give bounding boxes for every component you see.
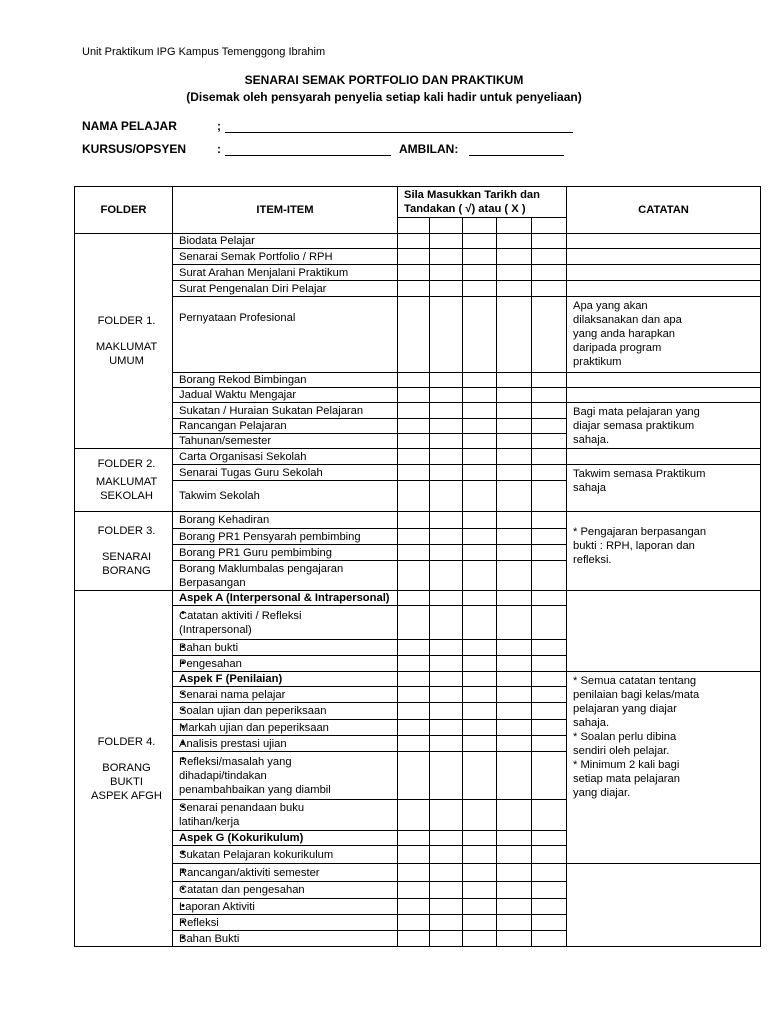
date-header (398, 187, 567, 218)
folder-3-title-1: SENARAI (101, 551, 152, 563)
folder-4-name: FOLDER 4. (97, 735, 156, 748)
list-item: Sukatan / Huraian Sukatan Pelajaran (173, 403, 398, 419)
list-item: • Bahan Bukti (173, 931, 398, 947)
folder-3-name: FOLDER 3. (97, 525, 156, 537)
list-item: Rancangan Pelajaran (173, 419, 398, 434)
list-item: Jadual Waktu Mengajar (173, 388, 398, 403)
page-title: SENARAI SEMAK PORTFOLIO DAN PRAKTIKUM (244, 73, 524, 87)
catatan-header: CATATAN (567, 187, 761, 234)
list-item: • Laporan Aktiviti (173, 899, 398, 915)
date-header-line-1: Sila Masukkan Tarikh dan (404, 189, 540, 201)
note-takwim: Takwim semasa Praktikum sahaja (567, 465, 761, 512)
aspek-g-heading: Aspek G (Kokurikulum) (173, 831, 398, 846)
list-item: Biodata Pelajar (173, 234, 398, 249)
item-header: ITEM-ITEM (173, 187, 398, 234)
list-item: Borang Kehadiran (173, 512, 398, 529)
folder-4-cell (75, 591, 173, 947)
list-item: Borang PR1 Guru pembimbing (173, 545, 398, 561)
list-item: Borang Rekod Bimbingan (173, 373, 398, 388)
list-item: • Sukatan Pelajaran kokurikulum (173, 846, 398, 864)
list-item: Pernyataan Profesional (173, 297, 398, 373)
folder-4-title-1: BORANG (102, 761, 151, 774)
checklist-table (74, 186, 761, 947)
list-item: • Refleksi/masalah yang dihadapi/tindakan penambahbaikan yang diambil (173, 752, 398, 800)
folder-2-title-1: MAKLUMAT (95, 476, 158, 488)
list-item: Borang PR1 Pensyarah pembimbing (173, 529, 398, 545)
note-sukatan: Bagi mata pelajaran yang diajar semasa praktikum sahaja. (567, 403, 761, 449)
list-item: • Refleksi (173, 915, 398, 931)
list-item: • Markah ujian dan peperiksaan (173, 720, 398, 736)
list-item: • Bahan bukti (173, 640, 398, 656)
kursus-separator: : (217, 142, 221, 156)
nama-label: NAMA PELAJAR (82, 119, 177, 133)
page-subtitle: (Disemak oleh pensyarah penyelia setiap kali hadir untuk penyeliaan) (186, 90, 582, 104)
folder-4-title-2: BUKTI (110, 775, 143, 788)
note-pernyataan: Apa yang akan dilaksanakan dan apa yang anda harapkan daripada program praktikum (567, 297, 761, 373)
note-penilaian: * Semua catatan tentang penilaian bagi kelas/mata pelajaran yang diajar sahaja. * Soalan perlu dibina sendiri oleh pelajar. * Minimum 2 kali bagi setiap mata pelajaran yang diajar. (567, 672, 761, 864)
list-item: • Catatan aktiviti / Refleksi (Intrapersonal) (173, 606, 398, 640)
list-item: Surat Arahan Menjalani Praktikum (173, 265, 398, 281)
kursus-label: KURSUS/OPSYEN (82, 142, 187, 156)
list-item: Takwim Sekolah (173, 481, 398, 512)
ambilan-label: AMBILAN: (399, 142, 459, 156)
folder-1-title-2: UMUM (109, 355, 144, 367)
aspek-f-heading: Aspek F (Penilaian) (173, 672, 398, 687)
nama-field[interactable] (225, 132, 573, 133)
note-berpasangan: * Pengajaran berpasangan bukti : RPH, laporan dan refleksi. (567, 512, 761, 591)
kursus-field[interactable] (225, 155, 391, 156)
list-item: Borang Maklumbalas pengajaran Berpasangan (173, 561, 398, 591)
list-item: Tahunan/semester (173, 434, 398, 449)
list-item: • Senarai nama pelajar (173, 687, 398, 703)
list-item: • Analisis prestasi ujian (173, 736, 398, 752)
folder-1-cell (75, 234, 173, 449)
date-header-line-2: Tandakan ( √) atau ( X ) (404, 203, 526, 215)
unit-header: Unit Praktikum IPG Kampus Temenggong Ibrahim (82, 46, 326, 58)
list-item: • Senarai penandaan buku latihan/kerja (173, 800, 398, 831)
ambilan-field[interactable] (469, 155, 564, 156)
aspek-a-heading: Aspek A (Interpersonal & Intrapersonal) (173, 591, 398, 606)
folder-4-title-3: ASPEK AFGH (91, 789, 162, 802)
folder-2-name: FOLDER 2. (97, 458, 156, 470)
folder-3-title-2: BORANG (102, 565, 151, 577)
nama-separator: ; (217, 119, 221, 133)
folder-1-title-1: MAKLUMAT (95, 341, 158, 353)
folder-2-title-2: SEKOLAH (100, 490, 153, 502)
list-item: Senarai Tugas Guru Sekolah (173, 465, 398, 481)
list-item: • Soalan ujian dan peperiksaan (173, 703, 398, 720)
list-item: Senarai Semak Portfolio / RPH (173, 249, 398, 265)
list-item: • Catatan dan pengesahan (173, 882, 398, 899)
folder-3-cell (75, 512, 173, 591)
list-item: • Rancangan/aktiviti semester (173, 864, 398, 882)
list-item: Surat Pengenalan Diri Pelajar (173, 281, 398, 297)
list-item: Carta Organisasi Sekolah (173, 449, 398, 465)
folder-1-name: FOLDER 1. (97, 315, 156, 327)
folder-header: FOLDER (75, 187, 173, 234)
list-item: • Pengesahan (173, 656, 398, 672)
folder-2-cell (75, 449, 173, 512)
